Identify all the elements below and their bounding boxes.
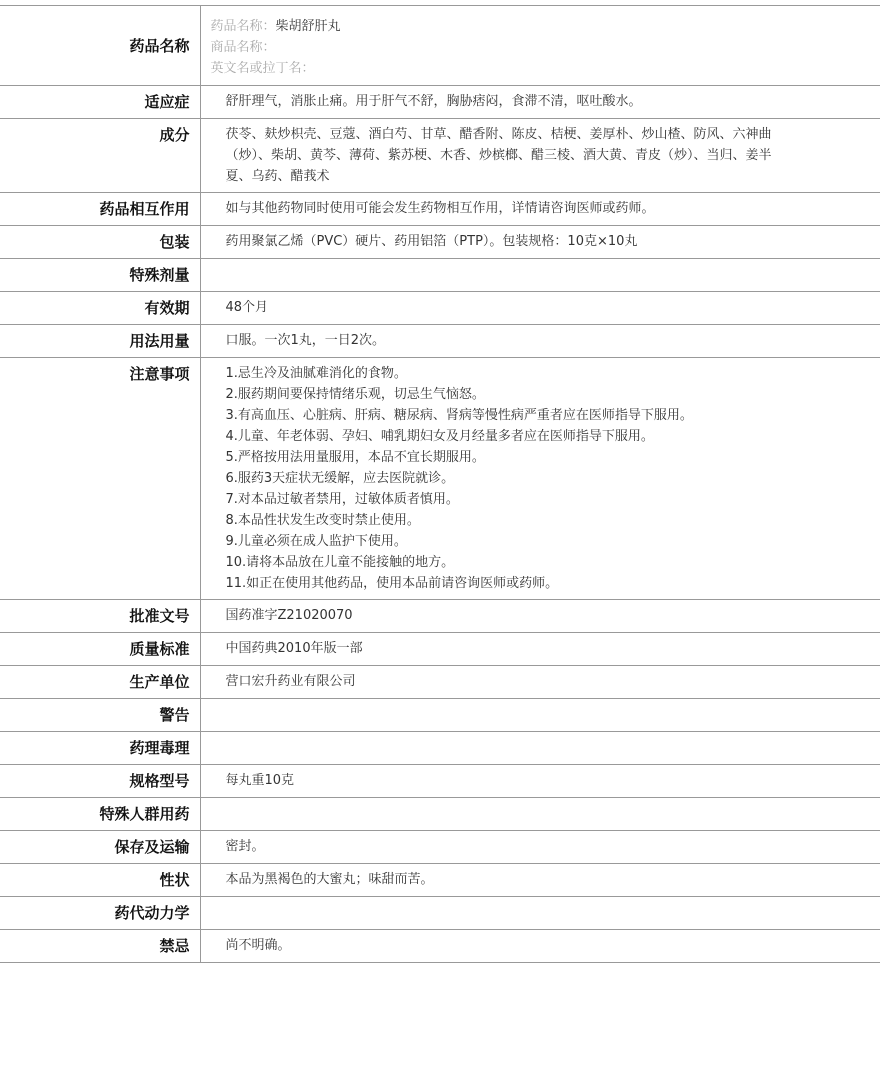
warning-value <box>200 699 880 732</box>
usage-value: 口服。一次1丸，一日2次。 <box>200 325 880 358</box>
interactions-value: 如与其他药物同时使用可能会发生药物相互作用，详情请咨询医师或药师。 <box>200 193 880 226</box>
toxicology-value <box>200 732 880 765</box>
english-name-key: 英文名或拉丁名： <box>210 61 315 76</box>
generic-name-key: 药品名称： <box>210 19 276 34</box>
contraindications-label: 禁忌 <box>0 930 200 963</box>
storage-row <box>0 831 880 864</box>
shelf-life-label: 有效期 <box>0 292 200 325</box>
precaution-item: 6.服药3天症状无缓解，应去医院就诊。 <box>225 471 455 486</box>
precaution-item: 4.儿童、年老体弱、孕妇、哺乳期妇女及月经量多者应在医师指导下服用。 <box>225 429 654 444</box>
manufacturer-label: 生产单位 <box>0 666 200 699</box>
precaution-item: 11.如正在使用其他药品，使用本品前请咨询医师或药师。 <box>225 576 559 591</box>
approval-row <box>0 600 880 633</box>
packaging-row <box>0 226 880 259</box>
packaging-label: 包装 <box>0 226 200 259</box>
precautions-label: 注意事项 <box>0 358 200 600</box>
generic-name-value: 柴胡舒肝丸 <box>275 19 341 34</box>
precaution-item: 9.儿童必须在成人监护下使用。 <box>225 534 407 549</box>
manufacturer-row <box>0 666 880 699</box>
quality-standard-value: 中国药典2010年版一部 <box>200 633 880 666</box>
english-name-line <box>211 58 871 79</box>
shelf-life-row <box>0 292 880 325</box>
interactions-row <box>0 193 880 226</box>
precaution-item: 7.对本品过敏者禁用，过敏体质者慎用。 <box>225 492 459 507</box>
special-dosage-label: 特殊剂量 <box>0 259 200 292</box>
manufacturer-value: 营口宏升药业有限公司 <box>200 666 880 699</box>
special-population-label: 特殊人群用药 <box>0 798 200 831</box>
precaution-item: 8.本品性状发生改变时禁止使用。 <box>225 513 420 528</box>
indication-row <box>0 86 880 119</box>
pharmacokinetics-value <box>200 897 880 930</box>
properties-row <box>0 864 880 897</box>
pharmacokinetics-label: 药代动力学 <box>0 897 200 930</box>
specification-label: 规格型号 <box>0 765 200 798</box>
interactions-label: 药品相互作用 <box>0 193 200 226</box>
generic-name-line <box>211 16 871 37</box>
special-population-value <box>200 798 880 831</box>
drug-name-values <box>200 6 880 86</box>
usage-label: 用法用量 <box>0 325 200 358</box>
properties-label: 性状 <box>0 864 200 897</box>
approval-value: 国药准字Z21020070 <box>200 600 880 633</box>
trade-name-line <box>211 37 871 58</box>
usage-row <box>0 325 880 358</box>
special-population-row <box>0 798 880 831</box>
precautions-row <box>0 358 880 600</box>
precautions-list <box>200 358 880 600</box>
special-dosage-row <box>0 259 880 292</box>
precaution-item: 1.忌生冷及油腻难消化的食物。 <box>225 366 407 381</box>
shelf-life-value: 48个月 <box>200 292 880 325</box>
toxicology-row <box>0 732 880 765</box>
storage-label: 保存及运输 <box>0 831 200 864</box>
specification-value: 每丸重10克 <box>200 765 880 798</box>
ingredients-label: 成分 <box>0 119 200 193</box>
precaution-item: 2.服药期间要保持情绪乐观，切忌生气恼怒。 <box>225 387 485 402</box>
indication-value: 舒肝理气，消胀止痛。用于肝气不舒，胸胁痞闷，食滞不清，呕吐酸水。 <box>200 86 880 119</box>
ingredients-row <box>0 119 880 193</box>
drug-name-label: 药品名称 <box>0 6 200 86</box>
approval-label: 批准文号 <box>0 600 200 633</box>
specification-row <box>0 765 880 798</box>
contraindications-value: 尚不明确。 <box>200 930 880 963</box>
drug-name-row <box>0 6 880 86</box>
precaution-item: 3.有高血压、心脏病、肝病、糖尿病、肾病等慢性病严重者应在医师指导下服用。 <box>225 408 693 423</box>
warning-label: 警告 <box>0 699 200 732</box>
properties-value: 本品为黑褐色的大蜜丸；味甜而苦。 <box>200 864 880 897</box>
toxicology-label: 药理毒理 <box>0 732 200 765</box>
pharmacokinetics-row <box>0 897 880 930</box>
drug-info-table <box>0 5 880 963</box>
storage-value: 密封。 <box>200 831 880 864</box>
warning-row <box>0 699 880 732</box>
special-dosage-value <box>200 259 880 292</box>
trade-name-key: 商品名称： <box>210 40 276 55</box>
quality-standard-row <box>0 633 880 666</box>
precaution-item: 10.请将本品放在儿童不能接触的地方。 <box>225 555 455 570</box>
quality-standard-label: 质量标准 <box>0 633 200 666</box>
indication-label: 适应症 <box>0 86 200 119</box>
ingredients-value: 茯苓、麸炒枳壳、豆蔻、酒白芍、甘草、醋香附、陈皮、桔梗、姜厚朴、炒山楂、防风、六神曲（炒）、柴胡、黄芩、薄荷、紫苏梗、木香、炒槟榔、醋三棱、酒大黄、青皮（炒）、当归、姜半夏、乌药、醋莪术 <box>200 119 880 193</box>
packaging-value: 药用聚氯乙烯（PVC）硬片、药用铝箔（PTP）。包装规格：10克×10丸 <box>200 226 880 259</box>
precaution-item: 5.严格按用法用量服用，本品不宜长期服用。 <box>225 450 485 465</box>
contraindications-row <box>0 930 880 963</box>
